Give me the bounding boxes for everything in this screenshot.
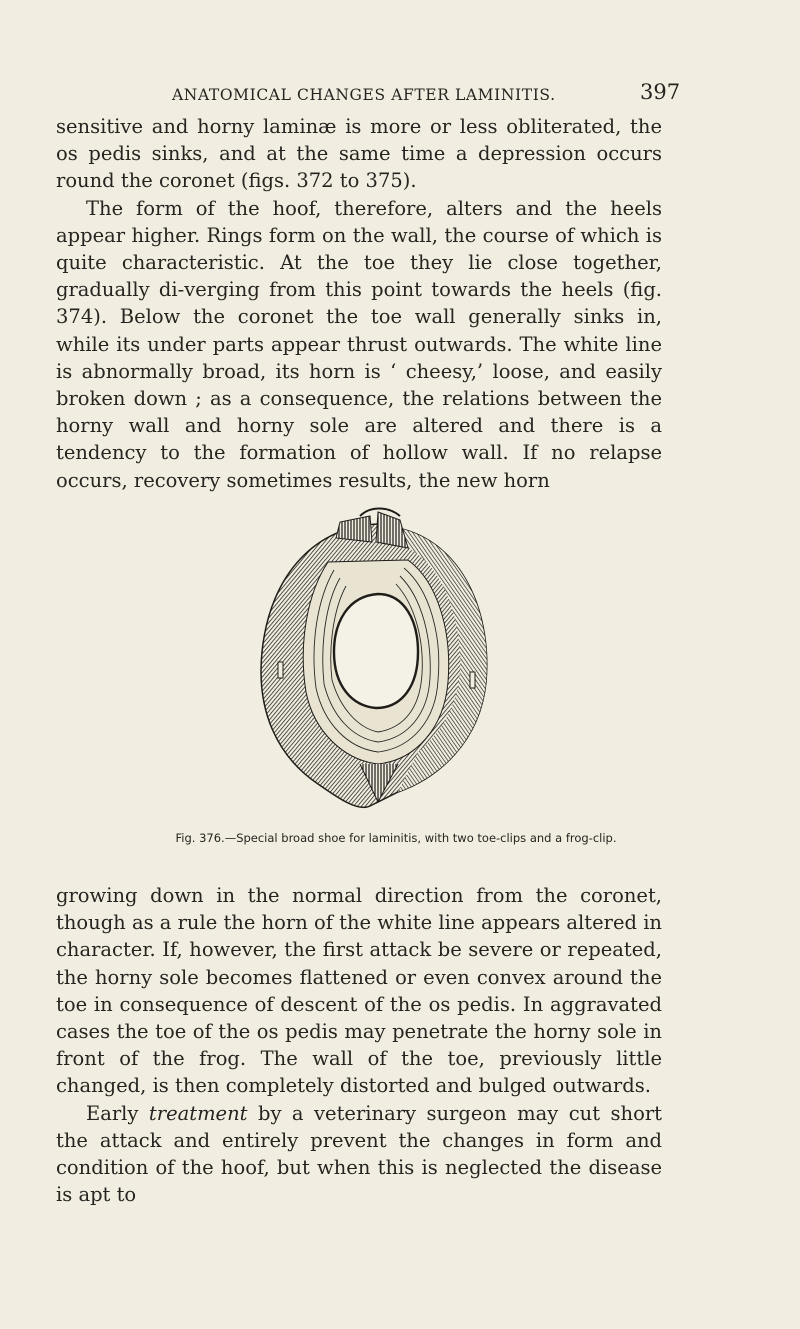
paragraph: sensitive and horny laminæ is more or less obliterated, the os pedis sinks, and at the same time a depression occurs round the coronet (figs. 372 to 375). bbox=[56, 115, 662, 193]
toe-clip-left bbox=[336, 516, 372, 542]
page-number: 397 bbox=[640, 80, 681, 104]
text-block-top bbox=[56, 113, 662, 494]
text-run: by a veterinary surgeon may cut short the attack and entirely prevent the changes in form and condition of the hoof, but when this is neglected the disease is apt to bbox=[56, 1101, 663, 1207]
text-run: Early bbox=[86, 1101, 139, 1125]
caption-text: Fig. 376.—Special broad shoe for laminitis, with two toe-clips and a frog-clip. bbox=[175, 831, 617, 845]
page-header bbox=[0, 80, 800, 110]
paragraph bbox=[56, 1100, 662, 1209]
text-block-bottom bbox=[56, 882, 662, 1208]
toe-clip-right bbox=[376, 512, 408, 548]
emphasis-treatment: treatment bbox=[148, 1101, 248, 1125]
frog-opening bbox=[334, 594, 418, 708]
figure-376 bbox=[248, 502, 508, 822]
paragraph: The form of the hoof, therefore, alters and the heels appear higher. Rings form on the wall, the course of which is quite characteristic. At the toe they lie close together, gradually di-verging from this point towards the heels (fig. 374). Below the coronet the toe wall generally sinks in, while its under parts appear thrust outwards. The white line is abnormally broad, its horn is ‘ cheesy,’ loose, and easily broken down ; as a consequence, the relations between the horny wall and horny sole are altered and there is a tendency to the formation of hollow wall. If no relapse occurs, recovery sometimes results, the new horn bbox=[56, 196, 662, 492]
laminitis-shoe-illustration bbox=[248, 502, 508, 822]
figure-caption bbox=[0, 831, 800, 845]
paragraph: growing down in the normal direction from the coronet, though as a rule the horn of the white line appears altered in character. If, however, the first attack be severe or repeated, the horny sole becomes flattened or even convex around the toe in consequence of descent of the os pedis. In aggravated cases the toe of the os pedis may penetrate the horny sole in front of the frog. The wall of the toe, previously little changed, is then completely distorted and bulged outwards. bbox=[56, 884, 662, 1098]
running-head: ANATOMICAL CHANGES AFTER LAMINITIS. bbox=[172, 86, 556, 104]
